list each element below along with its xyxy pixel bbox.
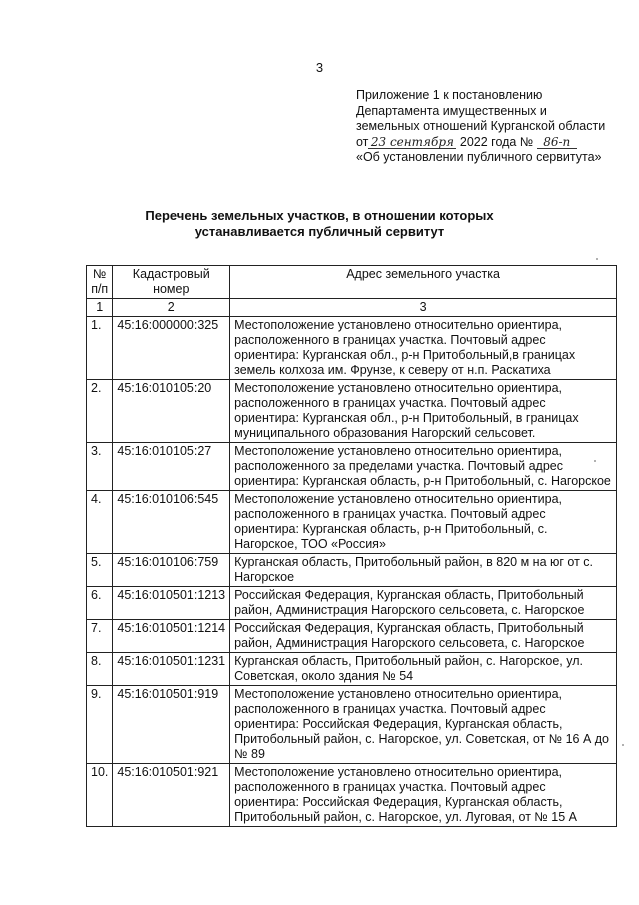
plot-address: Местоположение установлено относительно ориентира, расположенного в границах участка. Почтовый адрес ориентира: Курганская обл., р-н Притобольный,в границах земель колхоза им. Фрунзе, к северу от н.п. Раскатиха — [230, 317, 617, 380]
title-line-2: устанавливается публичный сервитут — [194, 224, 445, 239]
cadastral-number: 45:16:010105:20 — [113, 380, 230, 443]
table-row — [87, 764, 617, 827]
header-num: № п/п — [87, 266, 113, 299]
row-number: 4. — [87, 491, 113, 554]
appendix-line-2: Департамента имущественных и — [356, 103, 547, 118]
appendix-line-5: «Об установлении публичного сервитута» — [356, 150, 602, 164]
index-cell: 2 — [113, 299, 230, 317]
plot-address: Местоположение установлено относительно ориентира, расположенного в границах участка. Почтовый адрес ориентира: Российская Федерация, Курганская область, Притобольный район, с. Нагорское, ул. Луговая, от № 15 А — [230, 764, 617, 827]
from-label: от — [356, 134, 369, 149]
appendix-date-line — [356, 135, 631, 151]
row-number: 3. — [87, 443, 113, 491]
table-row — [87, 554, 617, 587]
handwritten-date: 23 сентября — [368, 136, 456, 149]
table-index-row — [87, 299, 617, 317]
land-plots-table — [86, 265, 617, 827]
table-row — [87, 443, 617, 491]
appendix-line-3: земельных отношений Курганской области — [356, 119, 606, 133]
handwritten-number: 86-п — [537, 136, 577, 149]
cadastral-number: 45:16:010501:1231 — [113, 653, 230, 686]
scan-speck — [622, 744, 624, 746]
index-cell: 3 — [230, 299, 617, 317]
header-cadastral: Кадастровый номер — [113, 266, 230, 299]
plot-address: Российская Федерация, Курганская область, Притобольный район, Администрация Нагорского сельсовета, с. Нагорское — [230, 587, 617, 620]
table-row — [87, 653, 617, 686]
cadastral-number: 45:16:010501:921 — [113, 764, 230, 827]
row-number: 7. — [87, 620, 113, 653]
table-row — [87, 587, 617, 620]
plot-address: Местоположение установлено относительно ориентира, расположенного за пределами участка. Почтовый адрес ориентира: Курганская область, р-н Притобольный, с. Нагорское — [230, 443, 617, 491]
cadastral-number: 45:16:010106:759 — [113, 554, 230, 587]
table-row — [87, 491, 617, 554]
cadastral-number: 45:16:010501:1213 — [113, 587, 230, 620]
plot-address: Местоположение установлено относительно ориентира, расположенного в границах участка. Почтовый адрес ориентира: Российская Федерация, Курганская область, Притобольный район, с. Нагорское, ул. Советская, от № 16 А до № 89 — [230, 686, 617, 764]
row-number: 1. — [87, 317, 113, 380]
plot-address: Курганская область, Притобольный район, с. Нагорское, ул. Советская, около здания № 54 — [230, 653, 617, 686]
scan-speck — [594, 460, 596, 462]
row-number: 2. — [87, 380, 113, 443]
cadastral-number: 45:16:010105:27 — [113, 443, 230, 491]
cadastral-number: 45:16:010106:545 — [113, 491, 230, 554]
row-number: 10. — [87, 764, 113, 827]
cadastral-number: 45:16:000000:325 — [113, 317, 230, 380]
appendix-line-1: Приложение 1 к постановлению — [356, 88, 543, 102]
plot-address: Местоположение установлено относительно ориентира, расположенного в границах участка. Почтовый адрес ориентира: Курганская область, р-н Притобольный, с. Нагорское, ТОО «Россия» — [230, 491, 617, 554]
table-header-row — [87, 266, 617, 299]
row-number: 8. — [87, 653, 113, 686]
year-text: 2022 года № — [459, 134, 534, 149]
plot-address: Российская Федерация, Курганская область, Притобольный район, Администрация Нагорского сельсовета, с. Нагорское — [230, 620, 617, 653]
table-row — [87, 620, 617, 653]
index-cell: 1 — [87, 299, 113, 317]
table-row — [87, 380, 617, 443]
header-address: Адрес земельного участка — [230, 266, 617, 299]
cadastral-number: 45:16:010501:919 — [113, 686, 230, 764]
plot-address: Курганская область, Притобольный район, в 820 м на юг от с. Нагорское — [230, 554, 617, 587]
document-title — [0, 208, 639, 240]
page-number: 3 — [315, 60, 324, 75]
table-row — [87, 317, 617, 380]
scan-speck — [596, 258, 598, 260]
row-number: 9. — [87, 686, 113, 764]
title-line-1: Перечень земельных участков, в отношении которых — [145, 208, 494, 223]
cadastral-number: 45:16:010501:1214 — [113, 620, 230, 653]
row-number: 5. — [87, 554, 113, 587]
plot-address: Местоположение установлено относительно ориентира, расположенного в границах участка. Почтовый адрес ориентира: Курганская обл., р-н Притобольный, в границах муниципального образования Нагорский сельсовет. — [230, 380, 617, 443]
appendix-header — [356, 88, 631, 166]
table-row — [87, 686, 617, 764]
row-number: 6. — [87, 587, 113, 620]
